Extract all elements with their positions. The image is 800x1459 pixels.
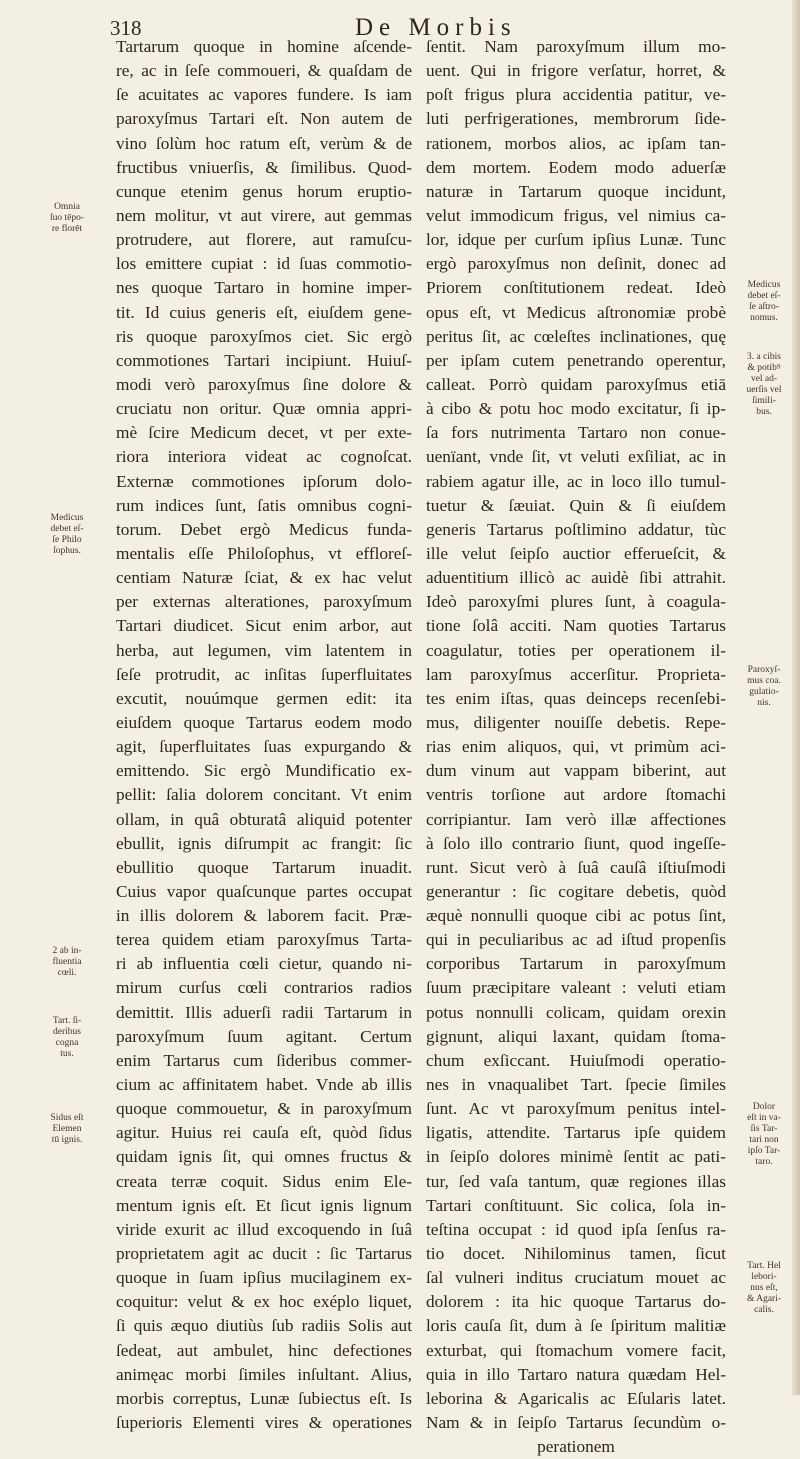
margin-note-line: cogna bbox=[55, 1038, 79, 1048]
margin-note-line: & Agari- bbox=[746, 1294, 782, 1304]
text-line: quoque commouetur, & in paroxyſmum bbox=[116, 1099, 412, 1119]
text-line: eiuſdem quoque Tartarus eodem modo bbox=[116, 712, 412, 732]
text-line: poſt frigus plura accidentia patitur, ve- bbox=[426, 85, 726, 105]
margin-note-line: cœli. bbox=[57, 968, 77, 978]
margin-note-line: ipſo Tar- bbox=[747, 1146, 781, 1156]
text-line: nes quoque Tartaro in homine imper- bbox=[116, 278, 412, 298]
text-line: Externæ commotiones ipſorum dolo- bbox=[116, 471, 412, 491]
text-line: quia in illo Tartaro natura quædam Hel- bbox=[426, 1364, 726, 1384]
text-line: nem molitur, vt aut virere, aut gemmas bbox=[116, 205, 412, 225]
margin-note-line: nomus. bbox=[750, 313, 778, 323]
text-line: paroxyſmus Tartari eſt. Non autem de bbox=[116, 109, 412, 129]
margin-note-line: Medicus bbox=[747, 280, 781, 290]
text-line: rum indices ſunt, ſatis omnibus cogni- bbox=[116, 495, 412, 515]
text-line: demittit. Illis aduerſi radii Tartarum in bbox=[116, 1002, 412, 1022]
margin-note-line: fluentia bbox=[52, 957, 82, 967]
text-line: morbis correptus, Lunæ ſubiectus eſt. Is bbox=[116, 1388, 412, 1408]
text-line: aduentitium illicò ac auidè ſibi attrahit. bbox=[426, 568, 726, 588]
text-line: perationem bbox=[537, 1437, 615, 1457]
text-line: torum. Debet ergò Medicus funda- bbox=[116, 519, 412, 539]
margin-note-line: Sidus eſt bbox=[50, 1113, 84, 1123]
text-line: in illis dolorem & laborem facit. Præ- bbox=[116, 906, 412, 926]
text-line: creata terræ coquit. Sidus enim Ele- bbox=[116, 1171, 412, 1191]
text-line: re, ac in ſeſe commoueri, & quaſdam de bbox=[116, 61, 412, 81]
text-line: in ſeipſo dolores minimè ſentit ac pati- bbox=[426, 1147, 726, 1167]
text-line: cunque etenim genus horum eruptio- bbox=[116, 181, 412, 201]
margin-note-line: Tart. ſi- bbox=[52, 1016, 82, 1026]
margin-note-line: nis. bbox=[757, 698, 771, 708]
left-text-column bbox=[116, 35, 412, 1435]
page-edge bbox=[792, 0, 800, 1395]
text-line: Priorem conſtitutionem redeat. Ideò bbox=[426, 278, 726, 298]
margin-note-right bbox=[734, 665, 794, 709]
text-line: generis Tartarus poſtlimino addatur, tùc bbox=[426, 519, 726, 539]
margin-note-line: Omnia bbox=[54, 202, 80, 212]
text-line: ventris torſione aut ardore ſtomachi bbox=[426, 785, 726, 805]
text-line: peritus ſit, ac cœleſtes inclinationes, quę bbox=[426, 326, 726, 346]
text-line: tes enim iſtas, quas deinceps recenſebi- bbox=[426, 688, 726, 708]
margin-note-line: 2 ab in- bbox=[52, 946, 82, 956]
page-number: 318 bbox=[110, 16, 142, 40]
text-line: loris cauſa ſit, dum à ſe ſpiritum malitiæ bbox=[426, 1316, 726, 1336]
margin-note-line: tari non bbox=[749, 1135, 779, 1145]
margin-note-line: vel ad- bbox=[750, 374, 778, 384]
text-line: ſunt. Ac vt paroxyſmum penitus intel- bbox=[426, 1099, 726, 1119]
margin-note-line: Paroxyſ- bbox=[747, 665, 781, 675]
text-line: vino ſolùm hoc ratum eſt, verùm & de bbox=[116, 133, 412, 153]
text-line: teſtina occupat : id quod ipſa ſenſus ra- bbox=[426, 1219, 726, 1239]
text-line: ris quoque paroxyſmos ciet. Sic ergò bbox=[116, 326, 412, 346]
text-line: ebullit, ignis diſrumpit ac frangit: ſic bbox=[116, 833, 412, 853]
text-line: per ipſam cutem penetrando operentur, bbox=[426, 350, 726, 370]
margin-note-right bbox=[734, 1261, 794, 1316]
margin-note-line: ſis Tar- bbox=[750, 1124, 778, 1134]
text-line: per externas alterationes, paroxyſmum bbox=[116, 592, 412, 612]
margin-note-line: eſt in va- bbox=[747, 1113, 781, 1123]
text-line: ſi quis æquo diutiùs ſub radiis Solis aut bbox=[116, 1316, 412, 1336]
margin-note-line: bus. bbox=[756, 407, 772, 417]
text-line: ſeſe protrudit, ac inſitas ſuperfluitates bbox=[116, 664, 412, 684]
text-line: lam paroxyſmus accerſitur. Proprieta- bbox=[426, 664, 726, 684]
text-line: coquitur: velut & ex hoc exéplo liquet, bbox=[116, 1292, 412, 1312]
text-line: Tartarum quoque in homine aſcende- bbox=[116, 37, 412, 56]
text-line: tione ſolâ acciti. Nam quoties Tartarus bbox=[426, 616, 726, 636]
text-line: qui in peculiaribus ac ad iſtud propenſis bbox=[426, 930, 726, 950]
text-line: corporibus Tartarum in paroxyſmum bbox=[426, 954, 726, 974]
text-line: agitur. Huius rei cauſa eſt, quòd ſidus bbox=[116, 1123, 412, 1143]
text-line: ri ab influentia cœli cietur, quando ni- bbox=[116, 954, 412, 974]
text-line: leborina & Agaricalis ac Eſularis latet. bbox=[426, 1388, 726, 1408]
text-line: quidam ignis ſit, qui omnes fructus & bbox=[116, 1147, 412, 1167]
text-line: mentalis eſſe Philoſophus, vt effloreſ- bbox=[116, 543, 412, 563]
margin-note-line: Dolor bbox=[752, 1102, 776, 1112]
text-line: nes in vnaqualibet Tart. ſpecie ſimiles bbox=[426, 1075, 726, 1095]
text-line: uenïant, vnde ſit, vt veluti exſiliat, ac in bbox=[426, 447, 726, 467]
margin-note-line: lebori- bbox=[751, 1272, 777, 1282]
text-line: ſedeat, aut ambulet, hinc defectiones bbox=[116, 1340, 412, 1360]
text-line: ſentit. Nam paroxyſmum illum mo- bbox=[426, 37, 726, 56]
text-line: agit, ſuperfluitates ſuas expurgando & bbox=[116, 737, 412, 757]
text-line: riora interiora videat ac cognoſcat. bbox=[116, 447, 412, 467]
margin-note-line: 3. a cibis bbox=[746, 352, 782, 362]
text-line: dum vinum aut vappam biberint, aut bbox=[426, 761, 726, 781]
margin-note-left bbox=[34, 1113, 100, 1146]
text-line: ergò paroxyſmus non deſinit, donec ad bbox=[426, 254, 726, 274]
text-line: cium ac affinitatem habet. Vnde ab illis bbox=[116, 1075, 412, 1095]
text-line: modi verò paroxyſmus ſine dolore & bbox=[116, 374, 412, 394]
text-line: tio docet. Nihilominus tamen, ſicut bbox=[426, 1244, 726, 1264]
margin-note-line: nus eſt, bbox=[750, 1283, 778, 1293]
margin-note-line: taro. bbox=[755, 1157, 773, 1167]
text-line: æquè nonnulli quoque cibi ac potus ſint, bbox=[426, 906, 726, 926]
text-line: uent. Qui in frigore verſatur, horret, & bbox=[426, 61, 726, 81]
text-line: runt. Sicut verò à ſuâ cauſâ iſtiuſmodi bbox=[426, 857, 726, 877]
text-line: herba, aut legumen, vim latentem in bbox=[116, 640, 412, 660]
text-line: ſe acuitates ac vapores fundere. Is iam bbox=[116, 85, 412, 105]
text-line: ſa fors nutrimenta Tartaro non conue- bbox=[426, 423, 726, 443]
text-line: rationem, morbos alios, ac ipſam tan- bbox=[426, 133, 726, 153]
text-line: excutit, nouúmque germen edit: ita bbox=[116, 688, 412, 708]
text-line: Cuius vapor quaſcunque partes occupat bbox=[116, 881, 412, 901]
text-line: à ſolo illo contrario ſiunt, quod ingeſſe- bbox=[426, 833, 726, 853]
margin-note-line: gulatio- bbox=[749, 687, 779, 697]
margin-note-left bbox=[34, 513, 100, 557]
margin-note-line: mus coa. bbox=[747, 676, 781, 686]
margin-note-line: ſuo tēpo- bbox=[49, 213, 85, 223]
text-line: Tartari conſtituunt. Sic colica, ſola in- bbox=[426, 1195, 726, 1215]
margin-note-line: re florēt bbox=[51, 224, 83, 234]
text-line: pellit: ſalia dolorem concitant. Vt enim bbox=[116, 785, 412, 805]
margin-note-line: ſophus. bbox=[53, 546, 81, 556]
text-line: dolorem : ita hic quoque Tartarus do- bbox=[426, 1292, 726, 1312]
text-line: paroxyſmum ſuum agitant. Certum bbox=[116, 1026, 412, 1046]
margin-note-left bbox=[34, 946, 100, 979]
text-line: los emittere cupiat : id ſuas commotio- bbox=[116, 254, 412, 274]
text-line: terea quidem etiam paroxyſmus Tarta- bbox=[116, 930, 412, 950]
text-line: mirum curſus cœli contrarios radios bbox=[116, 978, 412, 998]
text-line: ollam, in quâ obturatâ aliquid potenter bbox=[116, 809, 412, 829]
text-line: Nam & in ſeipſo Tartarus ſecundùm o- bbox=[426, 1413, 726, 1433]
running-title: De Morbis bbox=[355, 14, 517, 41]
text-line: tuetur & ſæuiat. Quin & ſi eiuſdem bbox=[426, 495, 726, 515]
margin-note-line: ſimili- bbox=[752, 396, 776, 406]
text-line: emittendo. Sic ergò Mundificatio ex- bbox=[116, 761, 412, 781]
margin-note-line: calis. bbox=[754, 1305, 774, 1315]
margin-note-line: deribus bbox=[53, 1027, 81, 1037]
text-line: commotiones Tartari incipiunt. Huiuſ- bbox=[116, 350, 412, 370]
text-line: proprietatem agit ac ducit : ſic Tartarus bbox=[116, 1244, 412, 1264]
text-line: ſuum præcipitare valeant : veluti etiam bbox=[426, 978, 726, 998]
text-line: opus eſt, vt Medicus aſtronomiæ probè bbox=[426, 302, 726, 322]
right-text-column bbox=[426, 35, 726, 1459]
text-line: tit. Id cuius generis eſt, eiuſdem gene- bbox=[116, 302, 412, 322]
text-line: quoque in ſuam ipſius mucilaginem ex- bbox=[116, 1268, 412, 1288]
text-line: mè ſcire Medicum decet, vt per exte- bbox=[116, 423, 412, 443]
margin-note-left bbox=[34, 1016, 100, 1060]
text-line: generantur : ſic cogitare debetis, quòd bbox=[426, 881, 726, 901]
margin-note-line: Medicus bbox=[50, 513, 84, 523]
text-line: animęac morbi ſimiles inſultant. Alius, bbox=[116, 1364, 412, 1384]
text-line: calleat. Porrò quidam paroxyſmus etiā bbox=[426, 374, 726, 394]
text-line: potus nonnulli colicam, quidam orexin bbox=[426, 1002, 726, 1022]
text-line: dem mortem. Eodem modo aduerſæ bbox=[426, 157, 726, 177]
text-line: cruciatu non oritur. Quæ omnia appri- bbox=[116, 399, 412, 419]
text-line: ebullitio quoque Tartarum inuadit. bbox=[116, 857, 412, 877]
text-line: viride exurit ac illud excoquendo in ſuâ bbox=[116, 1219, 412, 1239]
text-line: corripiantur. Iam verò illæ affectiones bbox=[426, 809, 726, 829]
text-line: centiam Naturæ ſciat, & ex hac velut bbox=[116, 568, 412, 588]
text-line: ſuperioris Elementi vires & operationes bbox=[116, 1413, 412, 1433]
margin-note-line: tus. bbox=[60, 1049, 74, 1059]
text-line: exturbat, qui ſtomachum vomere facit, bbox=[426, 1340, 726, 1360]
margin-note-line: ſe aſtro- bbox=[749, 302, 779, 312]
margin-note-line: Tart. Hel bbox=[747, 1261, 781, 1271]
text-line: fructibus vniuerſis, & ſimilibus. Quod- bbox=[116, 157, 412, 177]
margin-note-line: debet eſ- bbox=[747, 291, 781, 301]
margin-note-line: ſe Philo bbox=[52, 535, 82, 545]
text-line: enim Tartarus cum ſideribus commer- bbox=[116, 1050, 412, 1070]
text-line: mus, diligenter nouiſſe debetis. Repe- bbox=[426, 712, 726, 732]
margin-note-line: & potibꝰ bbox=[747, 363, 781, 373]
margin-note-right bbox=[734, 280, 794, 324]
text-line: luti perfrigerationes, membrorum ſide- bbox=[426, 109, 726, 129]
text-line: gignunt, aliqui laxant, quidam ſtoma- bbox=[426, 1026, 726, 1046]
margin-note-line: debet eſ- bbox=[50, 524, 84, 534]
text-line: lor, idque per curſum ipſius Lunæ. Tunc bbox=[426, 230, 726, 250]
text-line: chum exſiccant. Huiuſmodi operatio- bbox=[426, 1050, 726, 1070]
margin-note-line: Elemen bbox=[52, 1124, 82, 1134]
text-line: ſal vulneri inditus cruciatum mouet ac bbox=[426, 1268, 726, 1288]
text-line: mentum ignis eſt. Et ſicut ignis lignum bbox=[116, 1195, 412, 1215]
margin-note-line: tū ignis. bbox=[51, 1135, 83, 1145]
text-line: naturæ in Tartarum quoque incidunt, bbox=[426, 181, 726, 201]
margin-note-line: uerſis vel bbox=[746, 385, 782, 395]
text-line: velut immodicum frigus, vel nimius ca- bbox=[426, 205, 726, 225]
margin-note-right bbox=[734, 352, 794, 418]
margin-note-left bbox=[34, 202, 100, 235]
text-line: à cibo & potu hoc modo excitatur, ſi ip- bbox=[426, 399, 726, 419]
text-line: rias enim aliquos, qui, vt primùm aci- bbox=[426, 737, 726, 757]
text-line: coagulatur, toties per operationem il- bbox=[426, 640, 726, 660]
text-line: ille velut ſeipſo auctior efferueſcit, & bbox=[426, 543, 726, 563]
text-line: rabiem agatur ille, ac in loco illo tumul- bbox=[426, 471, 726, 491]
text-line: Ideò paroxyſmi plures ſunt, à coagula- bbox=[426, 592, 726, 612]
text-line: ligatis, attendite. Tartarus ipſe quidem bbox=[426, 1123, 726, 1143]
text-line: protrudere, aut florere, aut ramuſcu- bbox=[116, 230, 412, 250]
margin-note-right bbox=[734, 1102, 794, 1168]
text-line: tur, ſed vaſa tantum, quæ regiones illas bbox=[426, 1171, 726, 1191]
text-line: Tartari diudicet. Sicut enim arbor, aut bbox=[116, 616, 412, 636]
